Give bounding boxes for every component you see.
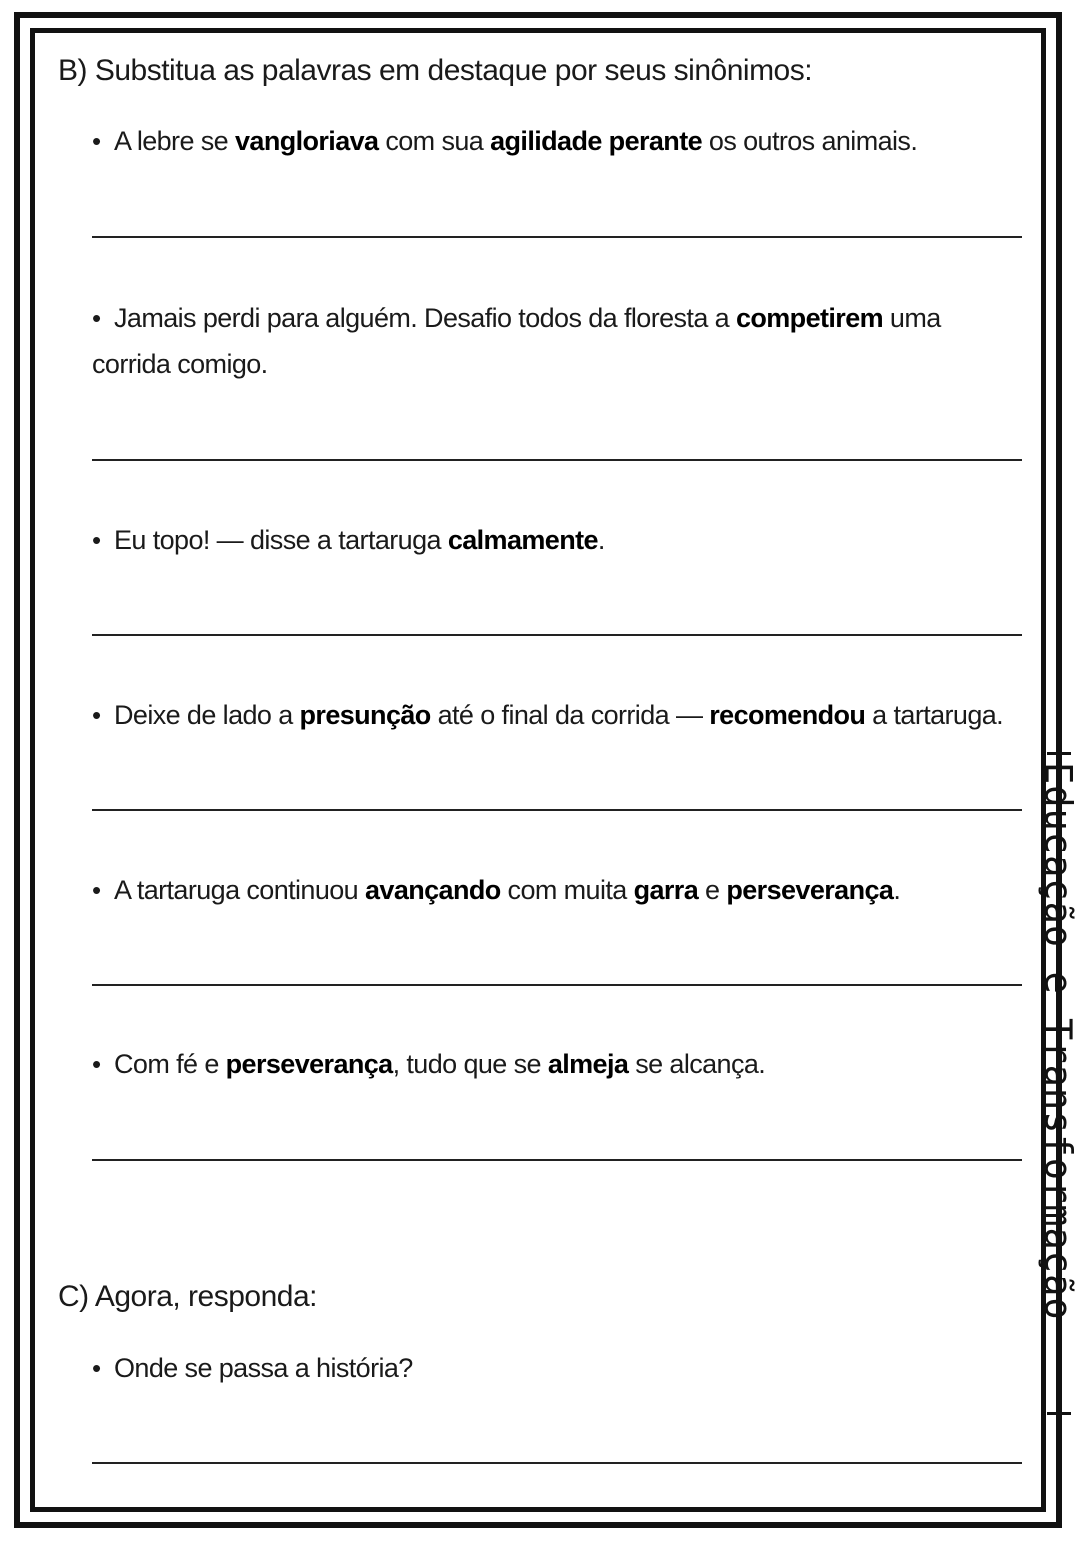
highlighted-word: perante	[608, 126, 703, 156]
sentence-text: Eu topo! — disse a tartaruga	[114, 525, 448, 555]
sentence-text: .	[597, 525, 605, 555]
highlighted-word: almeja	[547, 1049, 629, 1079]
section-b-title: B) Substitua as palavras em destaque por seus sinônimos:	[58, 54, 813, 87]
highlighted-word: perseverança	[225, 1049, 393, 1079]
exercise-b-item-6	[92, 1041, 1012, 1087]
highlighted-word: agilidade	[490, 126, 602, 156]
highlighted-word: competirem	[735, 303, 884, 333]
sentence-text: Com fé e	[114, 1049, 226, 1079]
sentence-text: Onde se passa a história?	[114, 1353, 413, 1383]
sentence-text: .	[893, 875, 901, 905]
answer-line-b-3[interactable]	[92, 634, 1022, 636]
sentence-text: a tartaruga.	[865, 700, 1004, 730]
answer-line-c-1[interactable]	[92, 1462, 1022, 1464]
exercise-b-item-3	[92, 517, 1012, 563]
highlighted-word: recomendou	[709, 700, 866, 730]
bullet-icon: •	[92, 875, 101, 905]
exercise-b-item-5	[92, 867, 1012, 913]
answer-line-b-6[interactable]	[92, 1159, 1022, 1161]
side-label: Educação e Transformação	[1036, 762, 1080, 1321]
highlighted-word: calmamente	[447, 525, 598, 555]
sentence-text: A tartaruga continuou	[114, 875, 365, 905]
side-label-bar-top	[1047, 752, 1071, 755]
sentence-text: com sua	[378, 126, 491, 156]
answer-line-b-4[interactable]	[92, 809, 1022, 811]
bullet-icon: •	[92, 700, 101, 730]
bullet-icon: •	[92, 525, 101, 555]
exercise-b-item-1	[92, 118, 1012, 164]
sentence-text: , tudo que se	[392, 1049, 548, 1079]
bullet-icon: •	[92, 1353, 101, 1383]
exercise-b-item-4	[92, 692, 1012, 738]
sentence-text: uma corrida comigo.	[92, 303, 941, 379]
sentence-text: Deixe de lado a	[114, 700, 300, 730]
highlighted-word: garra	[633, 875, 699, 905]
bullet-icon: •	[92, 1049, 101, 1079]
sentence-text: Jamais perdi para alguém. Desafio todos da floresta a	[114, 303, 736, 333]
sentence-text: se alcança.	[628, 1049, 766, 1079]
answer-line-b-2[interactable]	[92, 459, 1022, 461]
answer-line-b-1[interactable]	[92, 236, 1022, 238]
sentence-text: até o final da corrida —	[430, 700, 710, 730]
answer-line-b-5[interactable]	[92, 984, 1022, 986]
sentence-text: e	[698, 875, 727, 905]
section-c-title: C) Agora, responda:	[58, 1280, 317, 1313]
side-label-bar-bottom	[1047, 1412, 1071, 1415]
highlighted-word: presunção	[299, 700, 431, 730]
highlighted-word: avançando	[365, 875, 501, 905]
sentence-text: A lebre se	[114, 126, 235, 156]
bullet-icon: •	[92, 303, 101, 333]
highlighted-word: vangloriava	[234, 126, 379, 156]
exercise-c-item-1	[92, 1345, 1012, 1391]
highlighted-word: perseverança	[726, 875, 894, 905]
sentence-text: com muita	[500, 875, 634, 905]
bullet-icon: •	[92, 126, 101, 156]
exercise-b-item-2	[92, 295, 1012, 387]
sentence-text	[602, 126, 609, 156]
sentence-text: os outros animais.	[702, 126, 918, 156]
